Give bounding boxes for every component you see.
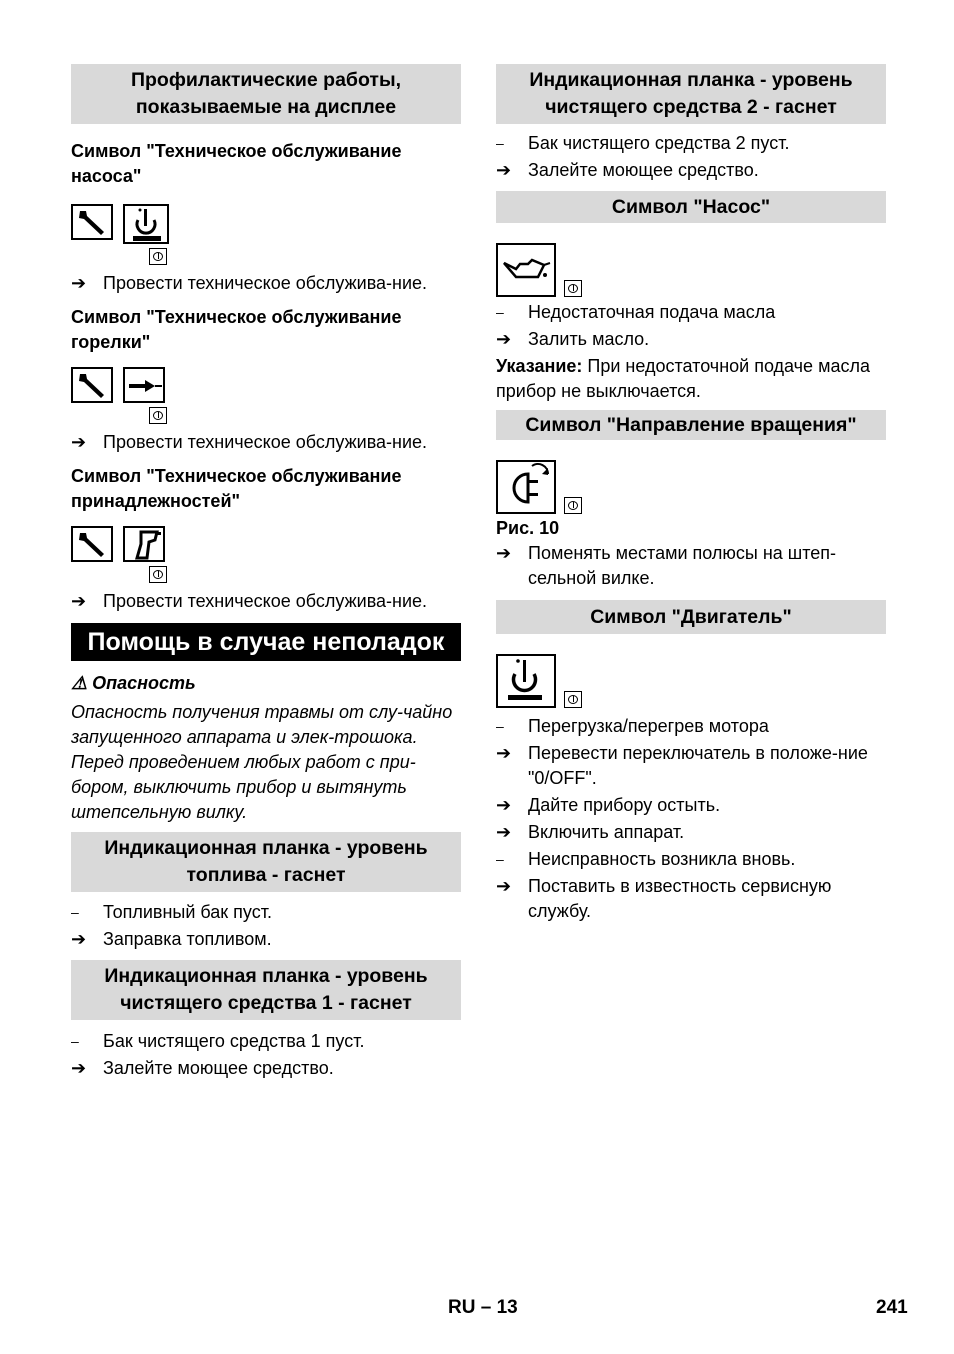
burner-maintenance-subheading: Символ "Техническое обслуживание горелки" — [71, 307, 402, 352]
wrench-icon — [71, 204, 113, 240]
detergent-2-heading: Индикационная планка - уровень чистящего средства 2 - гаснет — [496, 64, 886, 124]
dash-marker: – — [71, 1033, 79, 1049]
fuel-level-heading: Индикационная планка - уровень топлива - гаснет — [71, 832, 461, 892]
arrow-icon: ➔ — [71, 591, 87, 611]
pump-symbol-heading: Символ "Насос" — [496, 191, 886, 223]
pump-symbol-row — [496, 243, 886, 297]
detergent-1-cause: – Бак чистящего средства 1 пуст. — [71, 1029, 461, 1054]
burner-icon — [123, 367, 165, 403]
arrow-icon: ➔ — [496, 329, 512, 349]
footer-language-page: RU – 13 — [448, 1297, 518, 1318]
arrow-icon: ➔ — [496, 822, 512, 842]
fuel-cause: – Топливный бак пуст. — [71, 900, 461, 925]
arrow-icon: ➔ — [496, 795, 512, 815]
detergent-2-action: ➔ Залейте моющее средство. — [496, 158, 886, 183]
motor-action-3: ➔ Включить аппарат. — [496, 820, 886, 845]
arrow-icon: ➔ — [496, 876, 512, 896]
right-column — [496, 64, 886, 924]
accessories-maintenance-subheading: Символ "Техническое обслуживание принадлежностей" — [71, 466, 402, 511]
fuel-action: ➔ Заправка топливом. — [71, 927, 461, 952]
dash-marker: – — [496, 718, 504, 734]
device-mode-icon — [564, 280, 582, 297]
troubleshooting-heading: Помощь в случае неполадок — [71, 623, 461, 661]
pump-action: ➔ Залить масло. — [496, 327, 886, 352]
arrow-icon: ➔ — [496, 743, 512, 763]
rotation-symbol-row — [496, 460, 886, 514]
arrow-icon: ➔ — [71, 929, 87, 949]
motor-cause-1: – Перегрузка/перегрев мотора — [496, 714, 886, 739]
device-mode-icon — [149, 407, 167, 424]
pump-maintenance-subheading: Символ "Техническое обслуживание насоса" — [71, 141, 402, 186]
dash-marker: – — [496, 851, 504, 867]
arrow-icon: ➔ — [71, 273, 87, 293]
footer-page-number: 241 — [876, 1297, 908, 1318]
dash-marker: – — [496, 304, 504, 320]
motor-symbol-row — [496, 654, 886, 708]
plug-rotation-icon — [496, 460, 556, 514]
detergent-2-cause: – Бак чистящего средства 2 пуст. — [496, 131, 886, 156]
dash-marker: – — [71, 904, 79, 920]
motor-cause-2: – Неисправность возникла вновь. — [496, 847, 886, 872]
device-mode-icon — [149, 566, 167, 583]
motor-temperature-icon — [123, 204, 169, 244]
danger-text-2: Перед проведением любых работ с при-бором, выключить прибор и вытянуть штепсельную вилку. — [71, 752, 416, 822]
left-column — [71, 64, 461, 1081]
wrench-icon — [71, 367, 113, 403]
maintenance-heading: Профилактические работы, показываемые на дисплее — [71, 64, 461, 124]
detergent-1-heading: Индикационная планка - уровень чистящего средства 1 - гаснет — [71, 960, 461, 1020]
device-mode-icon — [149, 248, 167, 265]
note-label: Указание: — [496, 356, 583, 376]
burner-maintenance-action: ➔ Провести техническое обслужива-ние. — [71, 430, 461, 455]
spray-gun-icon — [123, 526, 165, 562]
dash-marker: – — [496, 135, 504, 151]
motor-action-4: ➔ Поставить в известность сервисную службу. — [496, 874, 886, 924]
figure-label: Рис. 10 — [496, 518, 560, 538]
arrow-icon: ➔ — [496, 543, 512, 563]
motor-action-1: ➔ Перевести переключатель в положе-ние "0/OFF". — [496, 741, 886, 791]
burner-maintenance-icons — [71, 367, 461, 429]
pump-cause: – Недостаточная подача масла — [496, 300, 886, 325]
accessories-maintenance-icons — [71, 526, 461, 588]
arrow-icon: ➔ — [71, 1058, 87, 1078]
detergent-1-action: ➔ Залейте моющее средство. — [71, 1056, 461, 1081]
danger-text-1: Опасность получения травмы от слу-чайно запущенного аппарата и элек-трошока. — [71, 702, 453, 747]
arrow-icon: ➔ — [496, 160, 512, 180]
device-mode-icon — [564, 497, 582, 514]
note-text: При недостаточной подаче масла прибор не выключается. — [496, 356, 870, 401]
warning-icon: ⚠ — [71, 673, 88, 693]
wrench-icon — [71, 526, 113, 562]
oil-can-icon — [496, 243, 556, 297]
device-mode-icon — [564, 691, 582, 708]
rotation-action: ➔ Поменять местами полюсы на штеп-сельной вилке. — [496, 541, 886, 591]
accessories-maintenance-action: ➔ Провести техническое обслужива-ние. — [71, 589, 461, 614]
arrow-icon: ➔ — [71, 432, 87, 452]
motor-symbol-heading: Символ "Двигатель" — [496, 600, 886, 634]
motor-temperature-icon — [496, 654, 556, 708]
danger-label: ⚠ Опасность — [71, 673, 196, 693]
pump-maintenance-icons — [71, 204, 461, 270]
rotation-symbol-heading: Символ "Направление вращения" — [496, 410, 886, 440]
pump-note — [496, 354, 886, 404]
pump-maintenance-action: ➔ Провести техническое обслужива-ние. — [71, 271, 461, 296]
motor-action-2: ➔ Дайте прибору остыть. — [496, 793, 886, 818]
